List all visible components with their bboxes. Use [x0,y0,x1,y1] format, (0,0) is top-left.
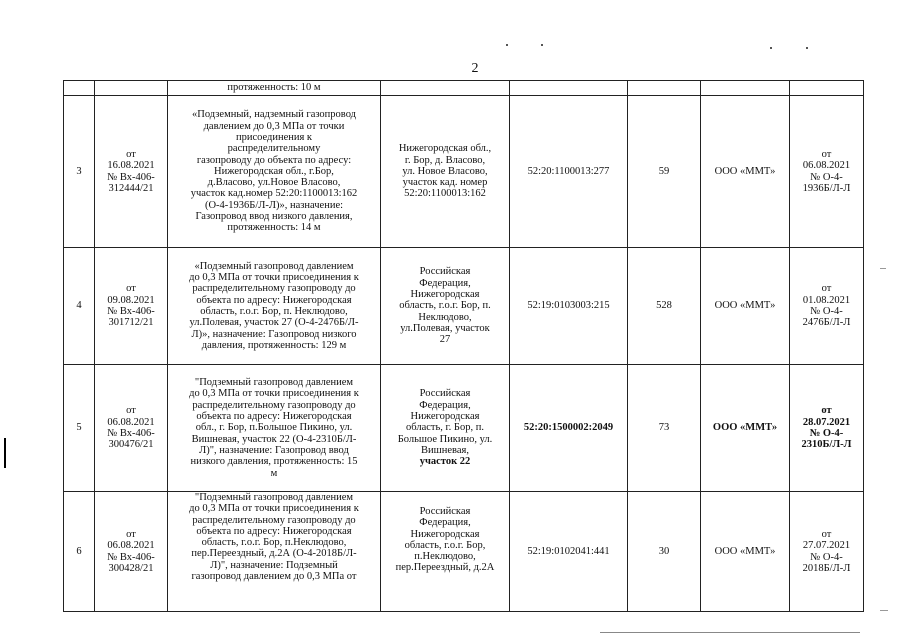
cell-description: «Подземный газопровод давлением до 0,3 МПа от точки присоединения к распределительному газопроводу до объекта по адресу: Нижегородская область, г.о.г. Бор, п. Неклюдово, ул.Полевая, участок 27 (О-4-2476Б/Л- Л)», назначение: Газопровод низкого давления, протяженность: 129 м [168,248,381,365]
scan-edge-mark [600,632,860,633]
cell-num: 3 [64,96,95,248]
cell-org: ООО «ММТ» [701,492,790,612]
cell-request: от 09.08.2021 № Вх-406- 301712/21 [95,248,168,365]
table-row [64,248,864,365]
cell-org: ООО «ММТ» [701,248,790,365]
cell-request: от 06.08.2021 № Вх-406- 300428/21 [95,492,168,612]
cell-address: Российская Федерация, Нижегородская область, г.о.г. Бор, п.Неклюдово, пер.Переездный, д.2А [381,492,510,612]
cell-request [95,81,168,96]
scan-speck [806,47,808,49]
cell-request: от 06.08.2021 № Вх-406- 300476/21 [95,365,168,492]
scan-edge-mark [880,268,886,269]
cell-contract: от 27.07.2021 № О-4- 2018Б/Л-Л [790,492,864,612]
scan-speck [541,44,543,46]
cell-contract: от 01.08.2021 № О-4- 2476Б/Л-Л [790,248,864,365]
scan-speck [506,44,508,46]
cell-value: 30 [628,492,701,612]
cell-cadastral: 52:20:1100013:277 [510,96,628,248]
cell-value [628,81,701,96]
cell-address: Российская Федерация, Нижегородская область, г.о.г. Бор, п. Неклюдово, ул.Полевая, участок 27 [381,248,510,365]
scan-edge-mark [4,438,6,468]
cell-org: ООО «ММТ» [701,96,790,248]
cell-value: 59 [628,96,701,248]
table-row-continuation [64,81,864,96]
cell-value: 73 [628,365,701,492]
scan-edge-mark [880,610,888,611]
scan-speck [770,47,772,49]
cell-cadastral: 52:20:1500002:2049 [510,365,628,492]
cell-cadastral: 52:19:0102041:441 [510,492,628,612]
cell-org: ООО «ММТ» [701,365,790,492]
cell-address: Нижегородская обл., г. Бор, д. Власово, ул. Новое Власово, участок кад. номер 52:20:1100013:162 [381,96,510,248]
cell-cadastral: 52:19:0103003:215 [510,248,628,365]
cell-num: 4 [64,248,95,365]
cell-contract: от 28.07.2021 № О-4- 2310Б/Л-Л [790,365,864,492]
cell-org [701,81,790,96]
cell-description: "Подземный газопровод давлением до 0,3 МПа от точки присоединения к распределительному газопроводу до объекта по адресу: Нижегородская обл., г. Бор, п.Большое Пикино, ул. Вишневая, участок 22 (О-4-2310Б/Л- Л)", назначение: Газопровод ввод низкого давления, протяженность: 15 м [168,365,381,492]
cell-num: 5 [64,365,95,492]
cell-contract: от 06.08.2021 № О-4- 1936Б/Л-Л [790,96,864,248]
table-row [64,365,864,492]
cell-cadastral [510,81,628,96]
page-number: 2 [471,61,479,76]
table-row [64,492,864,612]
cell-num: 6 [64,492,95,612]
cell-request: от 16.08.2021 № Вх-406- 312444/21 [95,96,168,248]
cell-contract [790,81,864,96]
cell-description: «Подземный, надземный газопровод давлением до 0,3 МПа от точки присоединения к распределительному газопроводу до объекта по адресу: Нижегородская обл., г.Бор, д.Власово, ул.Новое Власово, участок кад.номер 52:20:1100013:162 (О-4-1936Б/Л-Л)», назначение: Газопровод ввод низкого давления, протяженность: 14 м [168,96,381,248]
cell-description: протяженность: 10 м [168,81,381,96]
cell-description: "Подземный газопровод давлением до 0,3 МПа от точки присоединения к распределительному газопроводу до объекта по адресу: Нижегородская область, г.о.г. Бор, п.Неклюдово, пер.Переездный, д.2А (О-4-2018Б/Л- Л)", назначение: Подземный газопровод давлением до 0,3 МПа от [168,492,381,612]
cell-address [381,81,510,96]
table-row [64,96,864,248]
cell-num [64,81,95,96]
cell-value: 528 [628,248,701,365]
registry-table [63,80,864,612]
cell-address: Российская Федерация, Нижегородская область, г. Бор, п. Большое Пикино, ул. Вишневая, участок 22 [381,365,510,492]
